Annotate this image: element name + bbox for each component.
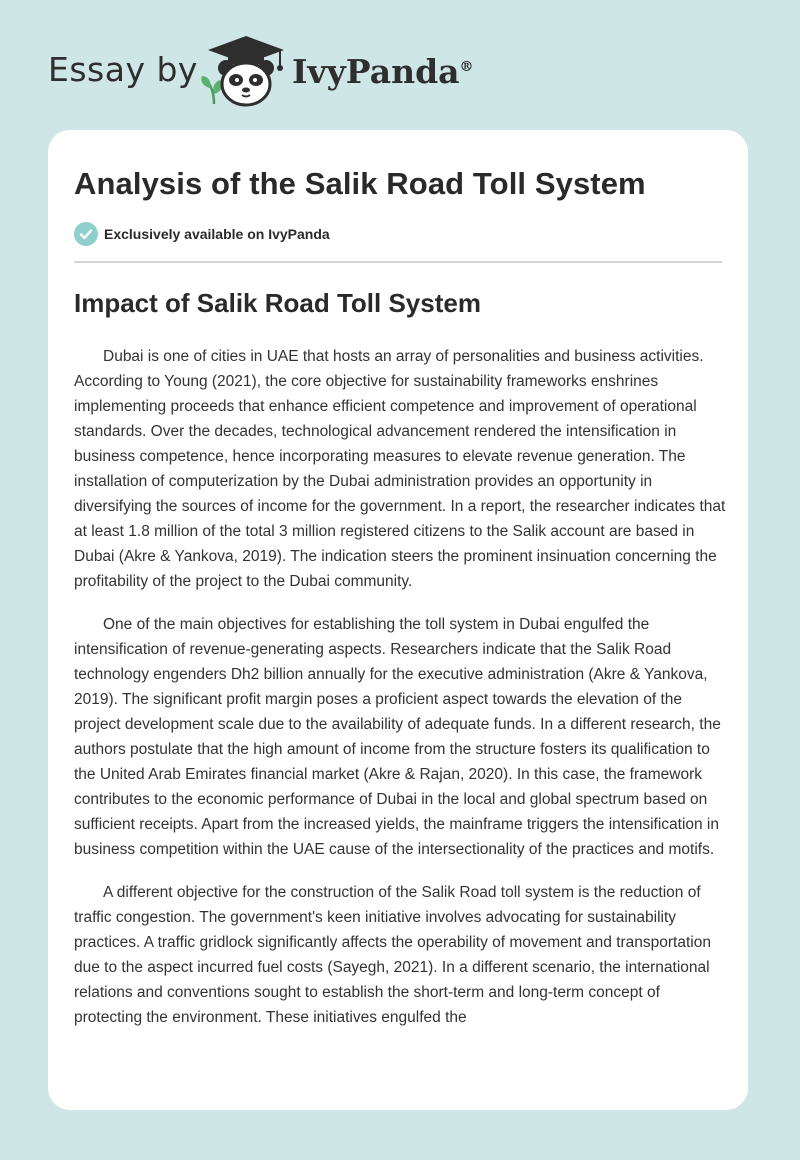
exclusive-label: Exclusively available on IvyPanda — [104, 226, 330, 242]
panda-logo-icon[interactable] — [200, 34, 292, 110]
paragraph: A different objective for the construction of the Salik Road toll system is the reduction of traffic congestion. The government's keen initiative involves advocating for sustainability practices. A traffic gridlock significantly affects the operability of movement and transportation due to the aspect incurred fuel costs (Sayegh, 2021). In a different scenario, the international relations and conventions sought to establish the short-term and long-term concept of protecting the environment. These initiatives engulfed the — [74, 884, 711, 1026]
section-heading: Impact of Salik Road Toll System — [74, 288, 481, 318]
check-icon — [74, 222, 98, 246]
brand-prefix: Essay by — [48, 50, 198, 89]
site-header — [0, 0, 800, 130]
article-body — [74, 344, 726, 1048]
registered-mark: ® — [459, 59, 474, 75]
article-title: Analysis of the Salik Road Toll System — [74, 166, 646, 201]
brand-name[interactable] — [292, 52, 474, 91]
divider — [74, 261, 722, 263]
brand-name-text: IvyPanda — [292, 52, 460, 91]
article-card — [48, 130, 748, 1110]
exclusive-badge — [74, 222, 330, 246]
paragraph: One of the main objectives for establishing the toll system in Dubai engulfed the intensification of revenue-generating aspects. Researchers indicate that the Salik Road technology engenders Dh2 billion annually for the executive administration (Akre & Yankova, 2019). The significant profit margin poses a proficient aspect towards the elevation of the project development scale due to the availability of adequate funds. In a different research, the authors postulate that the high amount of income from the structure fosters its qualification to the United Arab Emirates financial market (Akre & Rajan, 2020). In this case, the framework contributes to the economic performance of Dubai in the local and global spectrum based on sufficient receipts. Apart from the increased yields, the mainframe triggers the intensification in business competition within the UAE cause of the intersectionality of the practices and motifs. — [74, 616, 721, 858]
paragraph: Dubai is one of cities in UAE that hosts an array of personalities and business activities. According to Young (2021), the core objective for sustainability frameworks enshrines implementing proceeds that enhance efficient competence and improvement of operational standards. Over the decades, technological advancement rendered the intensification in business competence, hence incorporating measures to elevate revenue generation. The installation of computerization by the Dubai administration provides an opportunity in diversifying the sources of income for the government. In a report, the researcher indicates that at least 1.8 million of the total 3 million registered citizens to the Salik account are based in Dubai (Akre & Yankova, 2019). The indication steers the prominent insinuation concerning the profitability of the project to the Dubai community. — [74, 348, 726, 590]
